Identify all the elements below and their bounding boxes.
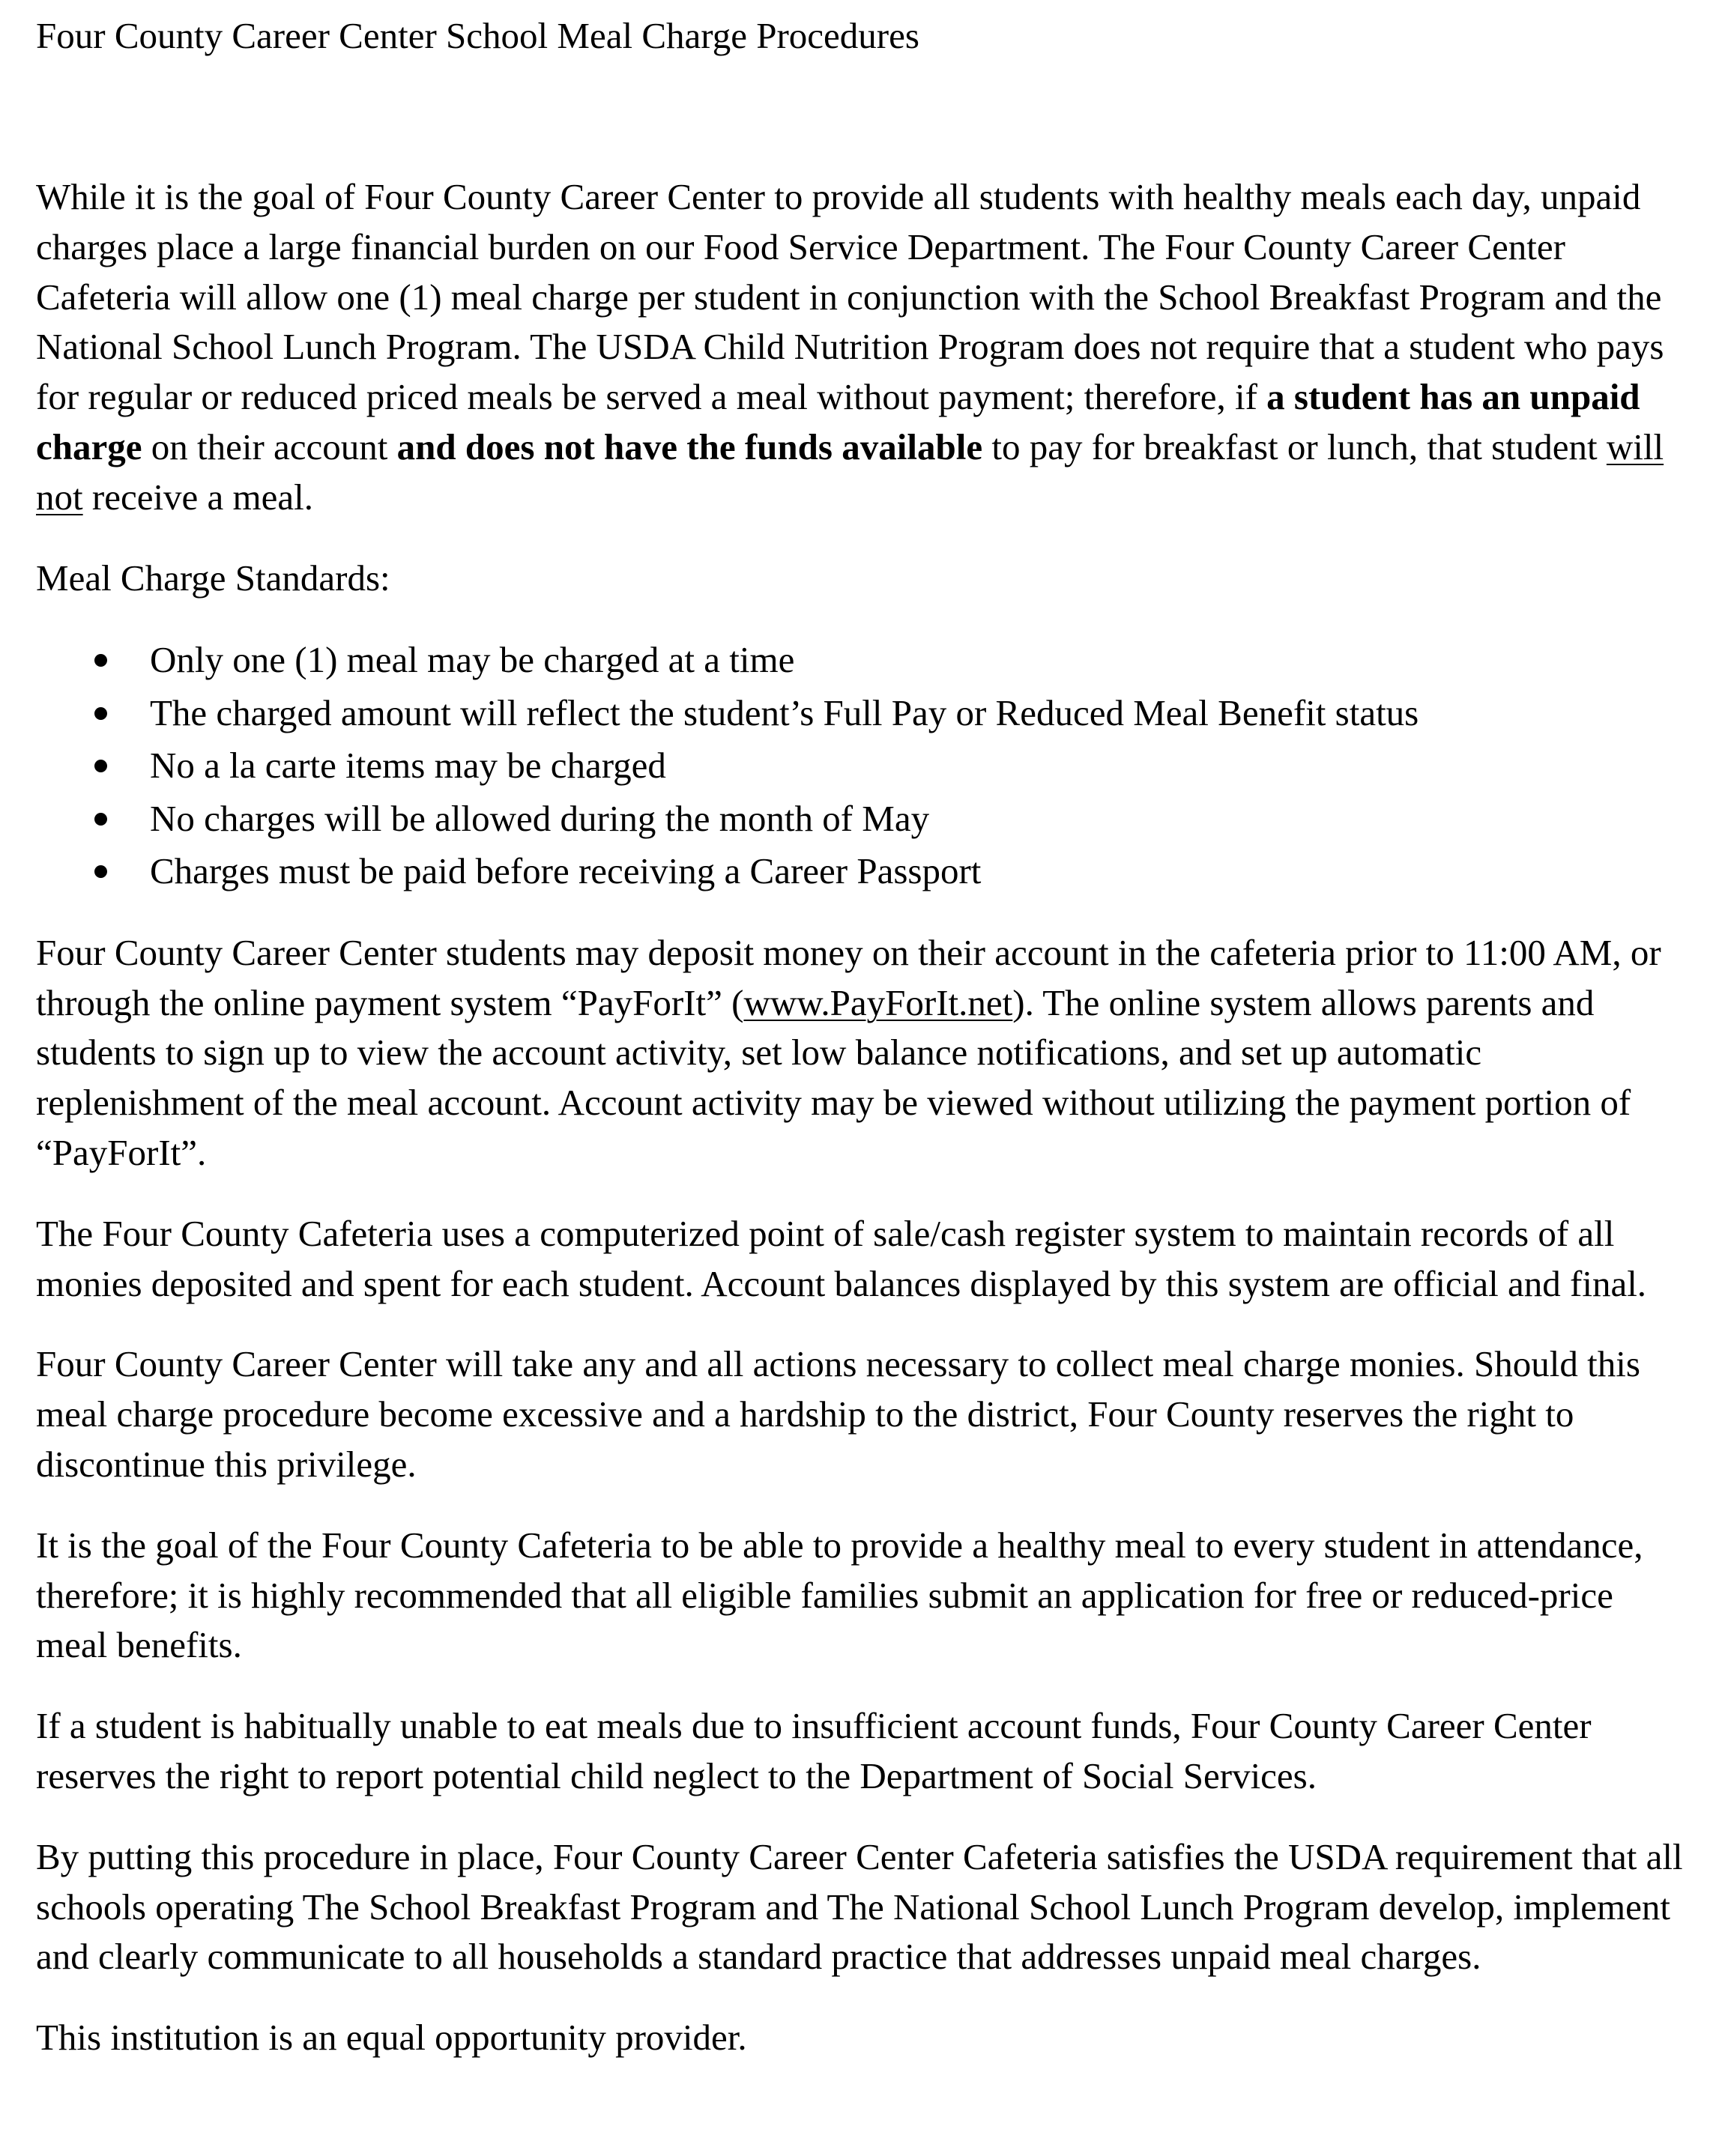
deposit-paragraph: [36, 928, 1685, 1178]
usda-paragraph: By putting this procedure in place, Four County Career Center Cafeteria satisfies the USDA requirement that all schools operating The School Breakfast Program and The National School Lunch Program develop, implement and clearly communicate to all households a standard practice that addresses unpaid meal charges.: [36, 1835, 1683, 1978]
list-item-text: No a la carte items may be charged: [150, 745, 666, 787]
list-item-text: No charges will be allowed during the month of May: [150, 797, 930, 839]
list-item: [36, 845, 1685, 898]
list-item-text: Charges must be paid before receiving a Career Passport: [150, 850, 982, 892]
list-item: [36, 687, 1685, 740]
bullet-icon: [94, 760, 107, 772]
bullet-icon: [94, 865, 107, 878]
equal-opportunity-statement: This institution is an equal opportunity provider.: [36, 2017, 747, 2059]
standards-heading: Meal Charge Standards:: [36, 557, 390, 599]
list-item: [36, 739, 1685, 793]
intro-underlined-will-not: will not: [36, 426, 1664, 518]
neglect-paragraph: If a student is habitually unable to eat meals due to insufficient account funds, Four County Career Center reserves the right to report potential child neglect to the Department of Social Services.: [36, 1705, 1592, 1797]
payforit-link[interactable]: www.PayForIt.net: [743, 981, 1013, 1023]
intro-bold-no-funds: and does not have the funds available: [396, 426, 983, 467]
bullet-icon: [94, 707, 107, 720]
document-body: [36, 172, 1685, 2094]
standards-list: [36, 634, 1685, 898]
bullet-icon: [94, 813, 107, 826]
list-item-text: The charged amount will reflect the student’s Full Pay or Reduced Meal Benefit status: [150, 691, 1419, 733]
deposit-text-2: ). The online system allows parents and students to sign up to view the account activity, set low balance notifications, and set up automatic replenishment of the meal account. Account activity may be viewed without utilizing the payment portion of “PayForIt”.: [36, 981, 1631, 1174]
bullet-icon: [94, 654, 107, 667]
application-paragraph: It is the goal of the Four County Cafeteria to be able to provide a healthy meal to every student in attendance, therefore; it is highly recommended that all eligible families submit an application for free or reduced-price meal benefits.: [36, 1524, 1643, 1666]
intro-text-2: on their account: [142, 426, 397, 467]
intro-bold-unpaid-charge: a student has an unpaid charge: [36, 376, 1640, 467]
list-item-text: Only one (1) meal may be charged at a time: [150, 639, 795, 681]
list-item: [36, 634, 1685, 687]
collection-paragraph: Four County Career Center will take any and all actions necessary to collect meal charge monies. Should this meal charge procedure become excessive and a hardship to the district, Four County reserves the right to discontinue this privilege.: [36, 1343, 1640, 1486]
document-title: Four County Career Center School Meal Charge Procedures: [36, 15, 919, 56]
pos-system-paragraph: The Four County Cafeteria uses a computerized point of sale/cash register system to maintain records of all monies deposited and spent for each student. Account balances displayed by this system are official and final.: [36, 1212, 1647, 1304]
intro-text-3: to pay for breakfast or lunch, that student: [982, 426, 1607, 467]
deposit-text-1: Four County Career Center students may deposit money on their account in the cafeteria prior to 11:00 AM, or through the online payment system “PayForIt” (: [36, 931, 1661, 1023]
list-item: [36, 793, 1685, 846]
intro-text-1: While it is the goal of Four County Career Center to provide all students with healthy meals each day, unpaid charges place a large financial burden on our Food Service Department. The Four County Career Center Cafeteria will allow one (1) meal charge per student in conjunction with the School Breakfast Program and the National School Lunch Program. The USDA Child Nutrition Program does not require that a student who pays for regular or reduced priced meals be served a meal without payment; therefore, if: [36, 176, 1664, 418]
intro-paragraph: [36, 172, 1685, 523]
intro-text-4: receive a meal.: [82, 476, 314, 518]
